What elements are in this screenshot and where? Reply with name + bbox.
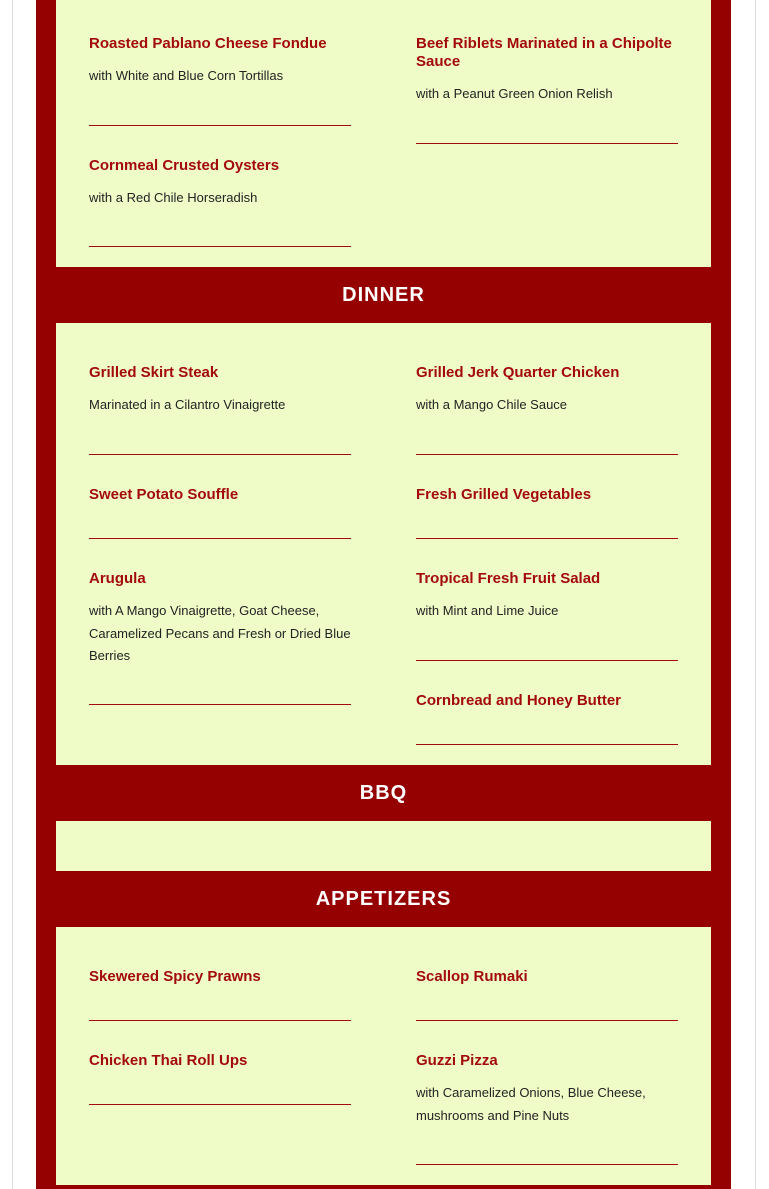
item-divider (416, 1164, 678, 1165)
item-divider (89, 1104, 351, 1105)
item-description: with White and Blue Corn Tortillas (89, 68, 284, 83)
section-header-dinner (56, 267, 711, 323)
item-divider (89, 538, 351, 539)
item-description: with a Peanut Green Onion Relish (416, 86, 613, 101)
item-description: with Mint and Lime Juice (416, 603, 559, 618)
menu-item (416, 968, 678, 986)
menu-item (89, 570, 351, 668)
menu-item (416, 35, 678, 106)
menu-item (416, 486, 678, 504)
item-name: Grilled Skirt Steak (89, 364, 219, 381)
item-description: with A Mango Vinaigrette, Goat Cheese, Caramelized Pecans and Fresh or Dried Blue Berries (89, 603, 351, 663)
menu-item (89, 968, 351, 986)
menu-item (416, 692, 678, 710)
item-name: Cornbread and Honey Butter (416, 692, 622, 709)
section-title: BBQ (359, 781, 408, 804)
section-title: APPETIZERS (315, 887, 452, 910)
bbq-section-panel (56, 821, 711, 871)
item-description: with Caramelized Onions, Blue Cheese, mushrooms and Pine Nuts (416, 1085, 646, 1123)
page-edge-right (755, 0, 756, 1189)
item-name: Sweet Potato Souffle (89, 486, 239, 503)
item-description: with a Mango Chile Sauce (416, 397, 568, 412)
section-title: DINNER (342, 283, 425, 306)
item-name: Roasted Pablano Cheese Fondue (89, 35, 327, 52)
section-header-appetizers (56, 871, 711, 927)
item-divider (416, 454, 678, 455)
item-name: Tropical Fresh Fruit Salad (416, 570, 601, 587)
item-name: Beef Riblets Marinated in a Chipolte Sauce (416, 35, 672, 70)
item-name: Skewered Spicy Prawns (89, 968, 261, 985)
menu-item (89, 35, 351, 88)
item-divider (416, 1020, 678, 1021)
item-name: Grilled Jerk Quarter Chicken (416, 364, 620, 381)
menu-item (89, 364, 351, 417)
item-name: Scallop Rumaki (416, 968, 528, 985)
item-divider (416, 744, 678, 745)
item-description: Marinated in a Cilantro Vinaigrette (89, 397, 286, 412)
item-name: Guzzi Pizza (416, 1052, 498, 1069)
page-edge-left (12, 0, 13, 1189)
item-divider (89, 1020, 351, 1021)
menu-item (416, 1052, 678, 1127)
item-divider (416, 538, 678, 539)
item-name: Cornmeal Crusted Oysters (89, 157, 280, 174)
item-name: Fresh Grilled Vegetables (416, 486, 592, 503)
section-header-bbq (56, 765, 711, 821)
item-name: Chicken Thai Roll Ups (89, 1052, 248, 1069)
item-name: Arugula (89, 570, 146, 587)
menu-item (89, 1052, 351, 1070)
item-divider (89, 704, 351, 705)
item-divider (89, 125, 351, 126)
item-divider (89, 454, 351, 455)
menu-item (89, 157, 351, 210)
item-divider (416, 143, 678, 144)
item-description: with a Red Chile Horseradish (89, 190, 258, 205)
menu-item (416, 364, 678, 417)
menu-item (416, 570, 678, 623)
menu-item (89, 486, 351, 504)
item-divider (416, 660, 678, 661)
item-divider (89, 246, 351, 247)
